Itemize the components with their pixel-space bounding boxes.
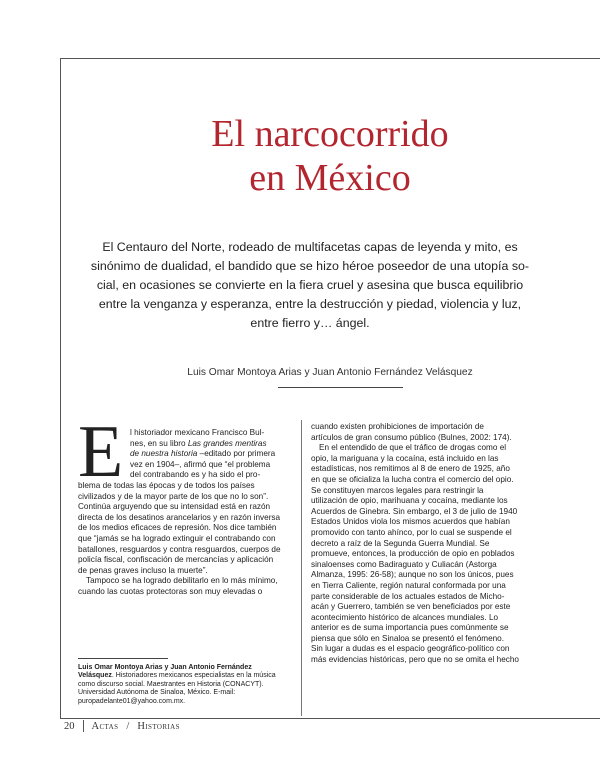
title-line-2: en México [249,157,411,199]
footnote-email: puropadelante01@yahoo.com.mx. [78,697,186,705]
body-line: blema de todas las épocas y de todos los países [78,480,255,490]
footer-slash: / [126,720,130,732]
section-name: Historias [137,720,180,732]
footnote-line [78,672,294,680]
page-number: 20 [64,720,75,732]
body-line: decreto a raíz de la Segunda Guerra Mundial. Se [311,538,490,548]
byline-rule [278,387,403,388]
drop-cap: E [78,411,124,493]
footnote-line: Universidad Autónoma de Sinaloa, México. E-mail: [78,689,236,697]
body-line: Sin lugar a dudas es el espacio geográfico-político con [311,644,510,654]
footnote-text: . Historiadores mexicanos especialistas en la música [111,672,276,680]
body-text: –editado por primera [199,449,276,459]
abstract-line: entre fierro y… ángel. [250,316,370,330]
journal-name: Actas [91,720,119,732]
body-line: piensa que sólo en Sinaloa se presentó el fenómeno. [311,633,504,643]
footnote-line: como discurso social. Maestrantes en Historia (CONACYT). [78,680,264,688]
footnote-line [78,664,294,672]
body-line [78,439,294,450]
body-line: directa de los desatinos arancelarios y en razón inversa [78,512,281,522]
abstract-line: El Centauro del Norte, rodeado de multifacetas capas de leyenda y mito, es [102,240,518,254]
right-column [311,422,527,666]
body-line: en Tierra Caliente, región natural conformada por una [311,580,506,590]
body-line: Estados Unidos viola los mismos acuerdos que habían [311,517,510,527]
body-line: vez en 1904–, afirmó que “el problema [130,459,271,469]
footnote-author-end: Velásquez [78,672,112,680]
body-line: acán y Guerrero, también se ven beneficiados por este [311,602,511,612]
abstract-line: entre la venganza y esperanza, entre la destrucción y piedad, violencia y luz, [98,297,522,311]
body-line [78,449,294,460]
body-line: batallones, resguardos y contra resguardos, cuerpos de [78,544,281,554]
body-line: En el entendido de que el tráfico de drogas como el [319,443,507,453]
body-line: Acuerdos de Ginebra. Sin embargo, el 3 de julio de 1940 [311,506,518,516]
column-divider [301,420,302,716]
body-line: en que se oficializa la lucha contra el comercio del opio. [311,474,514,484]
body-line: de los medios eficaces de represión. Nos dice también [78,523,277,533]
byline: Luis Omar Montoya Arias y Juan Antonio Fernández Velásquez [187,367,473,378]
body-line: estadísticas, nos remitimos al 8 de enero de 1925, año [311,464,510,474]
body-line: anterior es de suma importancia pues comúnmente se [311,623,509,633]
body-line: l historiador mexicano Francisco Bul- [130,428,265,437]
article-title [60,112,600,200]
author-footnote [78,664,294,706]
body-line: civilizados y de la mayor parte de los que no lo son”. [78,491,269,501]
body-line: sinaloenses como Badiraguato y Culiacán (Astorga [311,559,497,569]
title-line-1: El narcocorrido [211,113,449,155]
abstract-line: sinónimo de dualidad, el bandido que se hizo héroe poseedor de una utopía so- [90,259,530,273]
body-line: Continúa arguyendo que su intensidad está en razón [78,502,271,512]
footer-rule [60,718,600,719]
body-line: opio, la mariguana y la cocaína, está incluido en las [311,453,499,463]
body-line: cuando las cuotas protectoras son muy elevadas o [78,586,263,596]
body-line: Almanza, 1995: 26-58); aunque no son los únicos, pues [311,570,514,580]
page-footer [64,720,180,732]
footnote-rule [78,658,168,659]
body-line: parte considerable de los actuales estados de Micho- [311,591,505,601]
body-text: nes, en su libro [130,438,186,448]
footnote-authors: Luis Omar Montoya Arias y Juan Antonio Fernández [78,664,252,671]
body-line: del contrabando es y ha sido el pro- [130,470,261,480]
body-line: más evidencias históricas, pero que no se omita el hecho [311,655,519,665]
body-line: Tampoco se ha logrado debilitarlo en lo más mínimo, [86,576,278,586]
book-title: Las grandes mentiras [187,438,267,448]
left-column [78,428,294,598]
body-line: policía fiscal, confiscación de mercancías y aplicación [78,555,274,565]
abstract [90,238,530,333]
body-line: acontecimiento histórico de alcances mundiales. Lo [311,612,499,622]
book-title: de nuestra historia [130,449,198,459]
frame-top-rule [60,58,600,59]
body-line: cuando existen prohibiciones de importación de [311,422,484,431]
abstract-line: cial, en ocasiones se convierte en la fiera cruel y asesina que busca equilibrio [96,278,524,292]
footer-separator [83,720,84,732]
body-line: de penas graves incluso la muerte”. [78,565,208,575]
body-line: Se constituyen marcos legales para restringir la [311,485,484,495]
body-line: utilización de opio, marihuana y cocaína, mediante los [311,496,508,506]
body-line: que “jamás se ha logrado extinguir el contrabando con [78,533,276,543]
body-line: promovido con tanto ahínco, por lo cual se suspende el [311,527,512,537]
body-line: promueve, entonces, la producción de opio en poblados [311,549,515,559]
body-line: artículos de gran consumo público (Bulnes, 2002: 174). [311,432,512,442]
